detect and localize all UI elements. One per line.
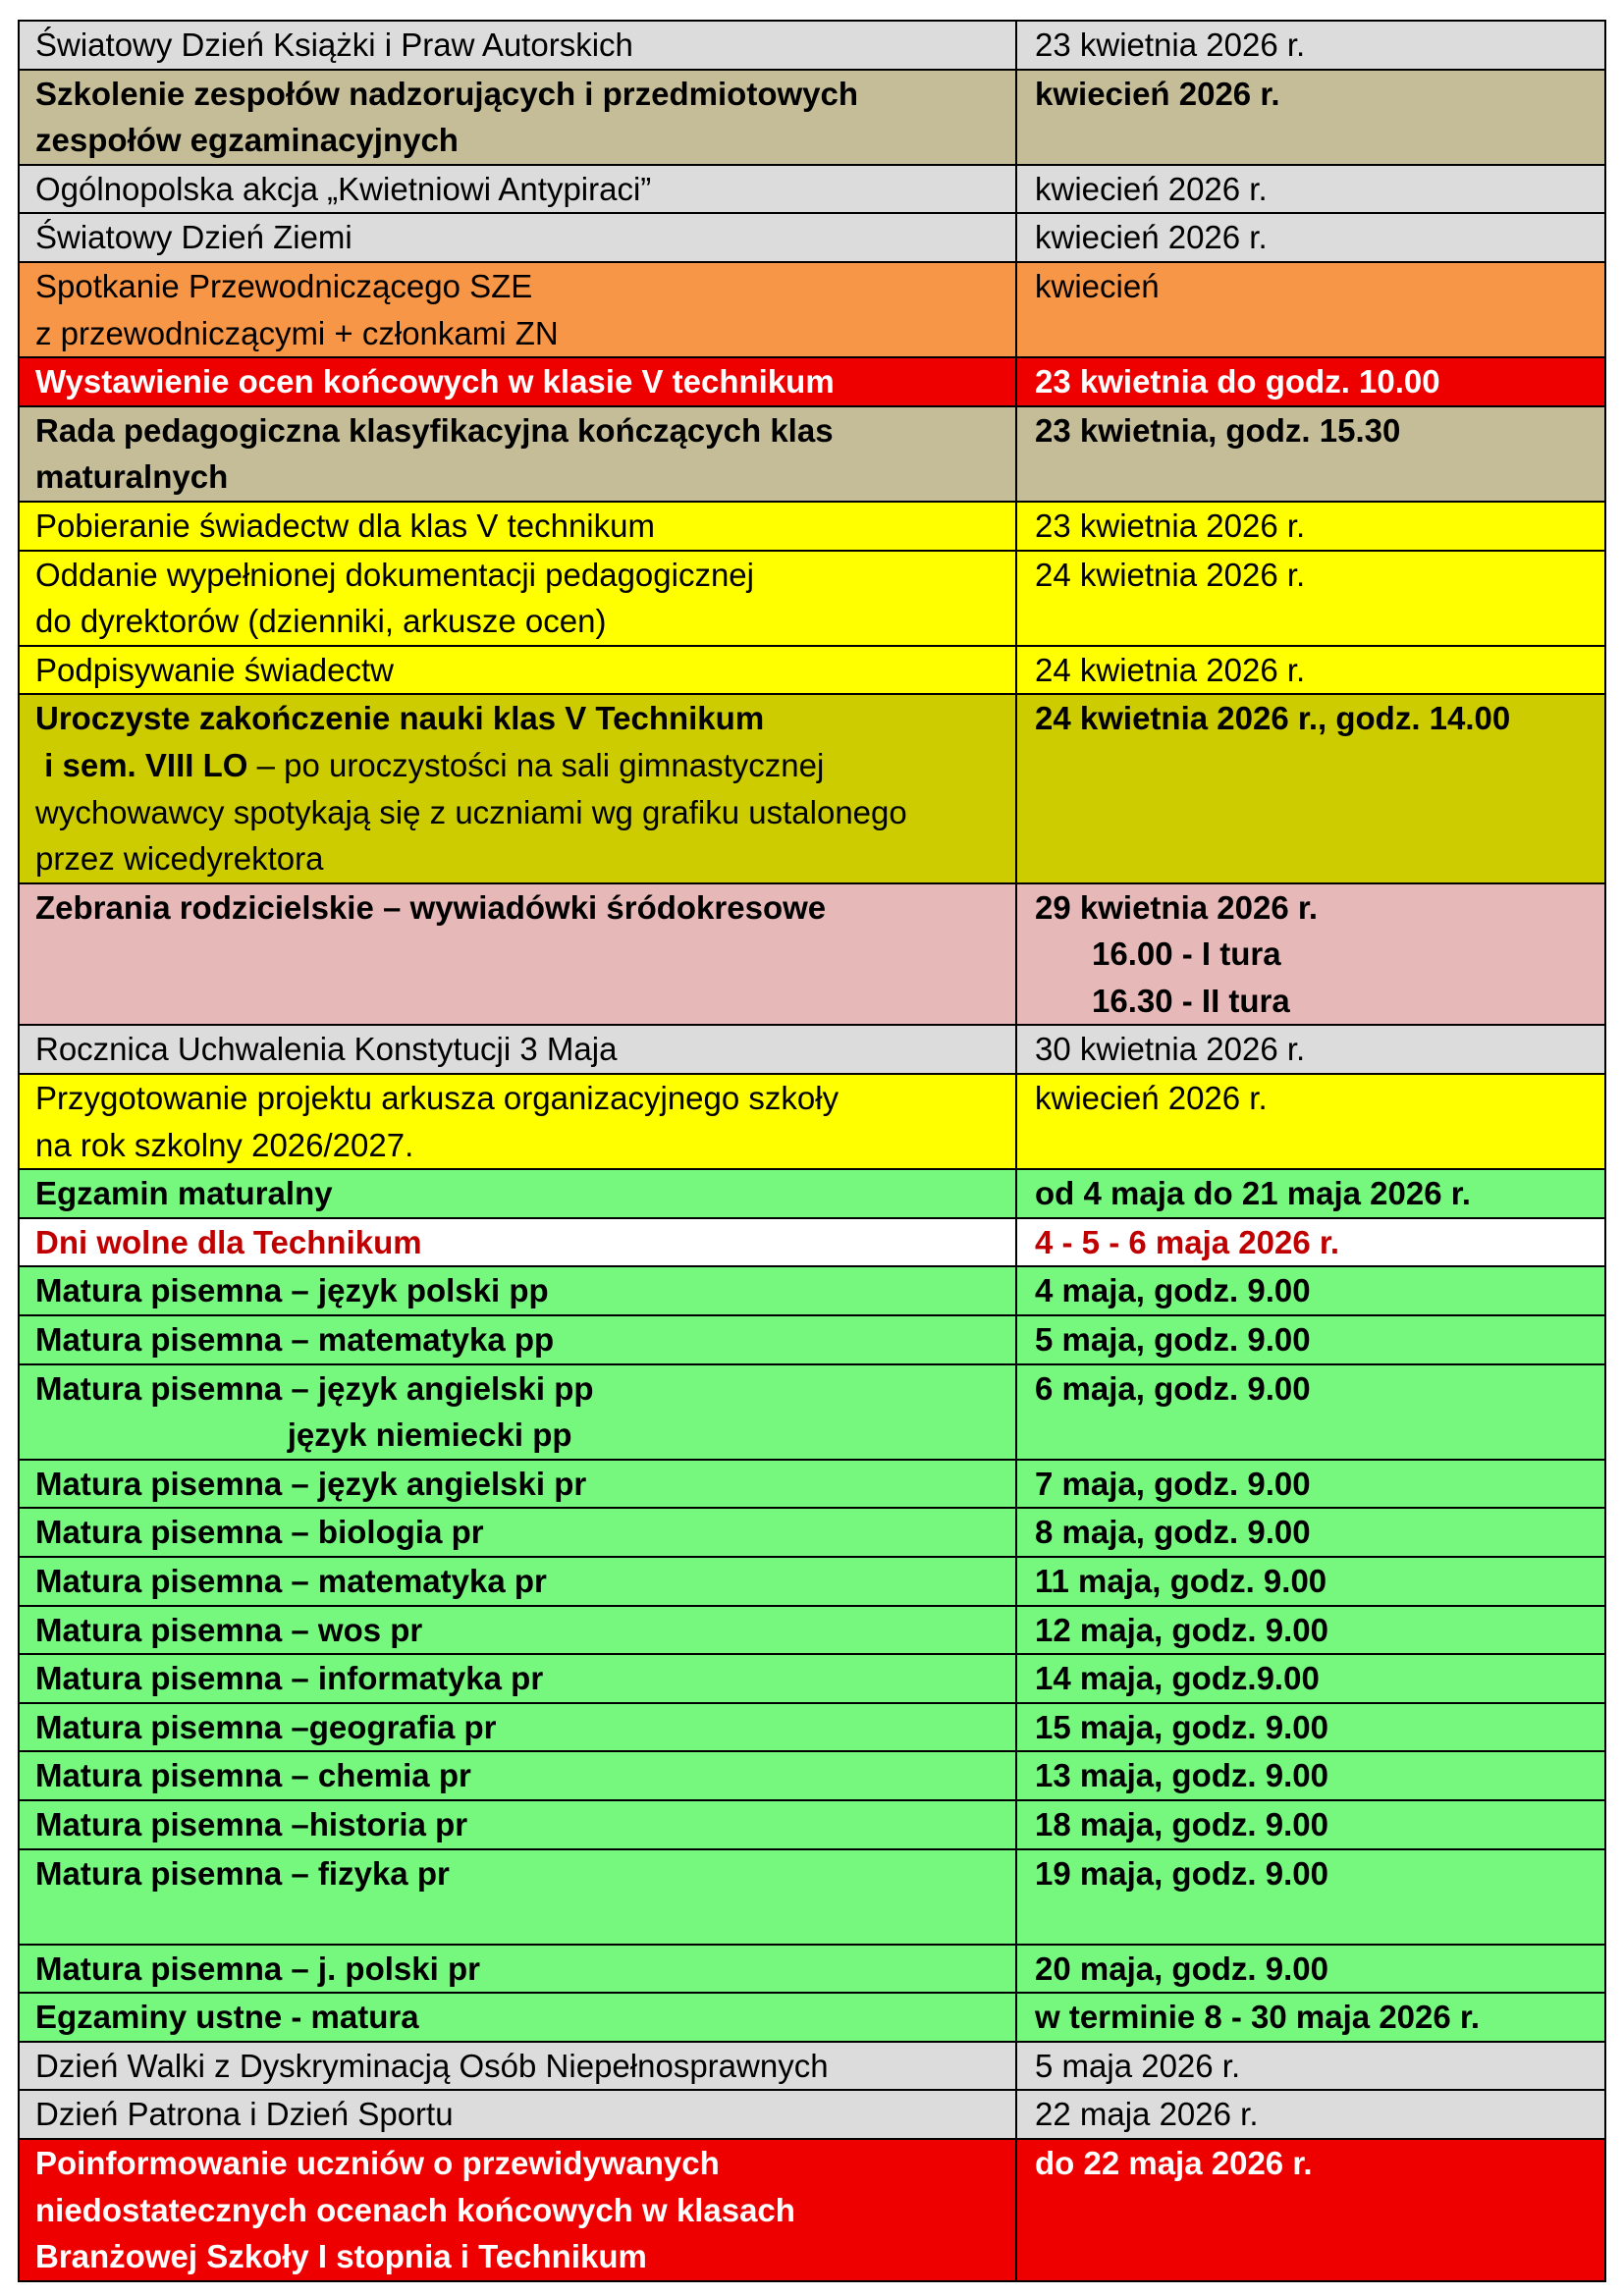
event-text: Matura pisemna – matematyka pp (35, 1321, 555, 1359)
event-cell (19, 1508, 1016, 1557)
event-text: Dzień Walki z Dyskryminacją Osób Niepełnosprawnych (35, 2047, 829, 2084)
event-cell (19, 502, 1016, 551)
table-row (19, 165, 1605, 214)
table-row (19, 1849, 1605, 1945)
event-text: Dni wolne dla Technikum (35, 1223, 422, 1260)
event-text: Światowy Dzień Książki i Praw Autorskich (35, 27, 633, 63)
table-row (19, 2042, 1605, 2091)
date-cell (1016, 2042, 1605, 2091)
event-text: Światowy Dzień Ziemi (35, 219, 352, 256)
table-row (19, 406, 1605, 502)
date-cell (1016, 165, 1605, 214)
date-text: 24 kwietnia 2026 r. (1035, 556, 1306, 593)
date-cell (1016, 1557, 1605, 1606)
date-text: w terminie 8 - 30 maja 2026 r. (1035, 1999, 1481, 2036)
date-cell (1016, 21, 1605, 70)
event-text: Podpisywanie świadectw (35, 651, 395, 688)
event-cell (19, 1800, 1016, 1849)
date-cell (1016, 1800, 1605, 1849)
date-text: 30 kwietnia 2026 r. (1035, 1031, 1306, 1068)
event-cell (19, 165, 1016, 214)
event-text-bold: i sem. VIII LO (35, 746, 248, 783)
date-cell (1016, 2139, 1605, 2281)
event-cell (19, 1460, 1016, 1509)
event-text: Egzamin maturalny (35, 1175, 333, 1212)
date-text: 23 kwietnia 2026 r. (1035, 507, 1306, 544)
date-text: 22 maja 2026 r. (1035, 2096, 1259, 2133)
date-text: 6 maja, godz. 9.00 (1035, 1369, 1311, 1407)
event-cell (19, 2090, 1016, 2139)
date-cell (1016, 2090, 1605, 2139)
event-cell (19, 2042, 1016, 2091)
event-text: Spotkanie Przewodniczącego SZE z przewodniczącymi + członkami ZN (35, 267, 559, 351)
event-text: Matura pisemna – chemia pr (35, 1757, 471, 1794)
event-cell (19, 1315, 1016, 1364)
date-text: 24 kwietnia 2026 r., godz. 14.00 (1035, 700, 1511, 737)
date-text: 8 maja, godz. 9.00 (1035, 1514, 1311, 1551)
event-cell (19, 1606, 1016, 1655)
table-row (19, 1025, 1605, 1074)
event-cell (19, 1266, 1016, 1315)
date-text: od 4 maja do 21 maja 2026 r. (1035, 1175, 1471, 1212)
event-text: Egzaminy ustne - matura (35, 1999, 419, 2036)
event-cell (19, 1364, 1016, 1460)
event-cell (19, 2139, 1016, 2281)
event-cell (19, 1074, 1016, 1169)
event-cell (19, 21, 1016, 70)
date-cell (1016, 551, 1605, 646)
event-text: Zebrania rodzicielskie – wywiadówki śródokresowe (35, 888, 827, 926)
date-text: kwiecień (1035, 267, 1160, 304)
event-cell (19, 406, 1016, 502)
event-cell (19, 1218, 1016, 1267)
date-cell (1016, 502, 1605, 551)
date-cell (1016, 1993, 1605, 2042)
table-row (19, 1460, 1605, 1509)
event-cell (19, 70, 1016, 165)
event-cell (19, 1025, 1016, 1074)
event-cell (19, 1751, 1016, 1800)
event-text: Matura pisemna – język polski pp (35, 1272, 549, 1309)
table-row (19, 883, 1605, 1026)
event-text: Matura pisemna – fizyka pr (35, 1854, 450, 1892)
date-text: 23 kwietnia 2026 r. (1035, 27, 1306, 63)
table-row (19, 1557, 1605, 1606)
table-row (19, 357, 1605, 406)
date-text: 4 - 5 - 6 maja 2026 r. (1035, 1223, 1340, 1260)
date-text: 4 maja, godz. 9.00 (1035, 1272, 1311, 1309)
date-cell (1016, 646, 1605, 695)
table-row (19, 1508, 1605, 1557)
date-text: 5 maja, godz. 9.00 (1035, 1321, 1311, 1359)
event-text: Matura pisemna – matematyka pr (35, 1563, 547, 1599)
event-cell (19, 357, 1016, 406)
event-text: Rocznica Uchwalenia Konstytucji 3 Maja (35, 1031, 618, 1068)
event-cell (19, 262, 1016, 357)
event-cell (19, 213, 1016, 262)
date-cell (1016, 1169, 1605, 1218)
table-row (19, 1266, 1605, 1315)
date-text: 23 kwietnia do godz. 10.00 (1035, 363, 1440, 400)
table-row (19, 1800, 1605, 1849)
table-row (19, 1169, 1605, 1218)
date-text: 13 maja, godz. 9.00 (1035, 1757, 1328, 1794)
event-text: Matura pisemna – biologia pr (35, 1514, 484, 1551)
date-text: kwiecień 2026 r. (1035, 219, 1268, 256)
date-cell (1016, 262, 1605, 357)
table-row (19, 1606, 1605, 1655)
event-cell (19, 1849, 1016, 1945)
event-cell (19, 1945, 1016, 1994)
date-cell (1016, 694, 1605, 882)
event-text: Matura pisemna –historia pr (35, 1805, 468, 1842)
table-row (19, 1945, 1605, 1994)
date-cell (1016, 1364, 1605, 1460)
table-row (19, 2139, 1605, 2281)
event-text: – po uroczystości na sali gimnastycznej wychowawcy spotykają się z uczniami wg grafiku ustalonego przez wicedyrektora (35, 746, 907, 878)
event-cell (19, 694, 1016, 882)
date-cell (1016, 1849, 1605, 1945)
date-text: 20 maja, godz. 9.00 (1035, 1949, 1328, 1987)
event-text: Pobieranie świadectw dla klas V technikum (35, 507, 655, 544)
table-row (19, 1315, 1605, 1364)
event-text: Matura pisemna – wos pr (35, 1611, 423, 1648)
date-cell (1016, 1751, 1605, 1800)
event-cell (19, 1993, 1016, 2042)
event-text: Matura pisemna –geografia pr (35, 1708, 497, 1745)
date-text: kwiecień 2026 r. (1035, 75, 1280, 112)
table-row (19, 1074, 1605, 1169)
date-cell (1016, 1025, 1605, 1074)
date-cell (1016, 1945, 1605, 1994)
date-text: 15 maja, godz. 9.00 (1035, 1708, 1328, 1745)
table-row (19, 551, 1605, 646)
event-text: Poinformowanie uczniów o przewidywanych niedostatecznych ocenach końcowych w klasach Branżowej Szkoły I stopnia i Technikum (35, 2144, 795, 2275)
date-cell (1016, 213, 1605, 262)
event-cell (19, 1654, 1016, 1703)
date-text: kwiecień 2026 r. (1035, 1080, 1268, 1117)
date-cell (1016, 883, 1605, 1026)
table-row (19, 1654, 1605, 1703)
date-text: 29 kwietnia 2026 r. (1035, 888, 1319, 926)
date-cell (1016, 1460, 1605, 1509)
table-row (19, 694, 1605, 882)
date-text: 16.00 - I tura (1092, 935, 1281, 973)
date-cell (1016, 1654, 1605, 1703)
date-cell (1016, 1218, 1605, 1267)
table-row (19, 1751, 1605, 1800)
table-row (19, 70, 1605, 165)
event-text: Matura pisemna – język angielski pr (35, 1465, 587, 1502)
date-cell (1016, 357, 1605, 406)
date-text: 7 maja, godz. 9.00 (1035, 1465, 1311, 1502)
table-row (19, 1218, 1605, 1267)
date-cell (1016, 1266, 1605, 1315)
event-text: Ogólnopolska akcja „Kwietniowi Antypiraci” (35, 170, 652, 207)
event-text: Rada pedagogiczna klasyfikacyjna kończących klas maturalnych (35, 411, 834, 496)
table-row (19, 1364, 1605, 1460)
event-text: Wystawienie ocen końcowych w klasie V technikum (35, 363, 835, 400)
date-text: 24 kwietnia 2026 r. (1035, 651, 1306, 688)
table-row (19, 1993, 1605, 2042)
date-text: do 22 maja 2026 r. (1035, 2144, 1313, 2181)
date-cell (1016, 1074, 1605, 1169)
date-text: 16.30 - II tura (1092, 982, 1290, 1019)
date-text: 18 maja, godz. 9.00 (1035, 1805, 1328, 1842)
event-text: Matura pisemna – język angielski pp język niemiecki pp (35, 1369, 594, 1454)
date-cell (1016, 70, 1605, 165)
event-text: Matura pisemna – informatyka pr (35, 1660, 544, 1697)
table-row (19, 646, 1605, 695)
date-cell (1016, 406, 1605, 502)
date-cell (1016, 1315, 1605, 1364)
date-text: kwiecień 2026 r. (1035, 170, 1268, 207)
date-cell (1016, 1508, 1605, 1557)
event-text-bold: Uroczyste zakończenie nauki klas V Technikum (35, 700, 765, 737)
table-row (19, 1703, 1605, 1752)
date-text: 11 maja, godz. 9.00 (1035, 1563, 1327, 1599)
event-cell (19, 883, 1016, 1026)
event-text: Dzień Patrona i Dzień Sportu (35, 2096, 454, 2133)
date-cell (1016, 1703, 1605, 1752)
table-row (19, 262, 1605, 357)
table-row (19, 213, 1605, 262)
table-row (19, 21, 1605, 70)
date-text: 12 maja, godz. 9.00 (1035, 1611, 1328, 1648)
date-text: 14 maja, godz.9.00 (1035, 1660, 1320, 1697)
event-cell (19, 551, 1016, 646)
schedule-table (18, 20, 1606, 2282)
event-cell (19, 646, 1016, 695)
date-text: 19 maja, godz. 9.00 (1035, 1854, 1328, 1892)
date-text: 5 maja 2026 r. (1035, 2047, 1241, 2084)
event-cell (19, 1169, 1016, 1218)
event-cell (19, 1557, 1016, 1606)
event-text: Matura pisemna – j. polski pr (35, 1949, 480, 1987)
event-cell (19, 1703, 1016, 1752)
table-row (19, 502, 1605, 551)
event-text: Szkolenie zespołów nadzorujących i przedmiotowych zespołów egzaminacyjnych (35, 75, 859, 159)
table-row (19, 2090, 1605, 2139)
event-text: Przygotowanie projektu arkusza organizacyjnego szkoły na rok szkolny 2026/2027. (35, 1080, 839, 1163)
date-cell (1016, 1606, 1605, 1655)
event-text: Oddanie wypełnionej dokumentacji pedagogicznej do dyrektorów (dzienniki, arkusze ocen) (35, 556, 754, 640)
date-text: 23 kwietnia, godz. 15.30 (1035, 411, 1401, 449)
